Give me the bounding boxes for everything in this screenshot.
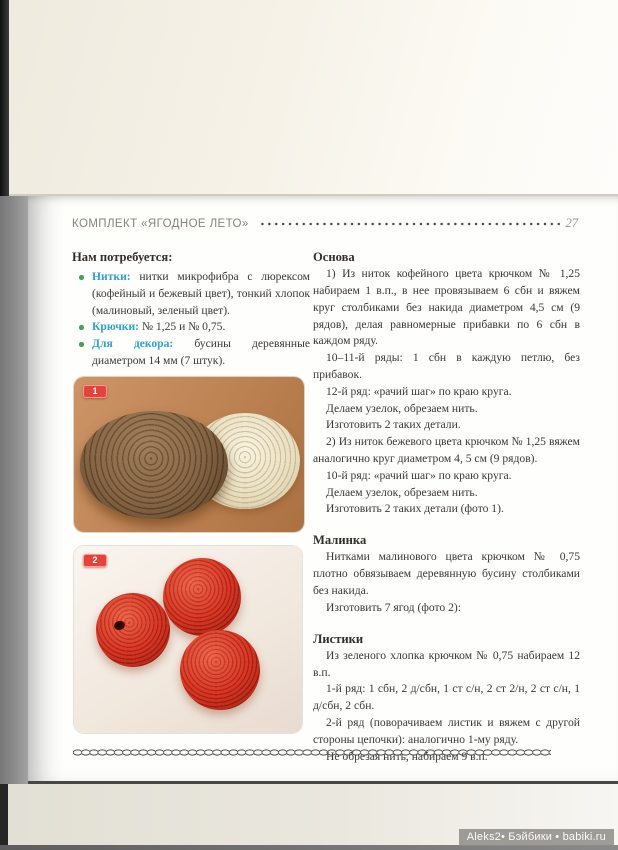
- instruction-paragraph: 1-й ряд: 1 сбн, 2 д/сбн, 1 ст с/н, 2 ст 2/н, 2 ст с/н, 1 д/сбн, 2 сбн.: [313, 682, 580, 713]
- material-item-decor: [72, 336, 310, 370]
- photo-2-crochet-berries: [74, 546, 302, 733]
- section-heading: Малинка: [313, 533, 367, 548]
- instruction-paragraph: Делаем узелок, обрезаем нить.: [326, 401, 478, 415]
- instruction-paragraph: 2-й ряд (поворачиваем листик и вяжем с другой стороны цепочки): аналогично 1-му ряду.: [313, 716, 580, 746]
- material-item-threads: [72, 269, 310, 319]
- bullet-icon: [79, 325, 84, 330]
- section-heading: Листики: [313, 631, 364, 646]
- instruction-paragraph: Нитками малинового цвета крючком № 0,75 плотно обвязываем деревянную бусину столбиками без накида.: [313, 550, 580, 598]
- section-listiki: [313, 630, 580, 766]
- material-text: нитки микрофибра с люрексом (кофейный и бежевый цвет), тонкий хлопок (малиновый, зеленый цвет).: [92, 270, 310, 317]
- instruction-paragraph: Из зеленого хлопка крючком № 0,75 набираем 12 в.п.: [313, 648, 580, 679]
- instruction-paragraph: 2) Из ниток бежевого цвета крючком № 1,25 вяжем аналогично круг диаметром 4, 5 см (9 рядов).: [313, 435, 580, 466]
- materials-heading: Нам потребуется:: [72, 250, 173, 264]
- material-text: бусины деревянные диаметром 14 мм (7 штук).: [92, 337, 310, 367]
- material-label: Крючки:: [92, 320, 140, 334]
- materials-column: [72, 250, 310, 370]
- photo-1-crochet-discs: [74, 377, 304, 532]
- section-osnova: [313, 248, 580, 518]
- dotted-leader: [259, 218, 560, 230]
- instruction-paragraph: 1) Из ниток кофейного цвета крючком № 1,25 набираем 1 в.п., в нее провязываем 6 сбн и вяжем круг столбиками без накида диаметром 4,5 см (9 рядов), делая равномерные прибавки по 6 сбн в каждом ряду.: [313, 267, 580, 348]
- bullet-icon: [79, 275, 84, 280]
- section-malinka: [313, 531, 580, 616]
- berry-image: [180, 630, 260, 710]
- berry-image: [96, 593, 170, 667]
- book-spine-shadow-top: [0, 0, 9, 196]
- berry-image: [163, 558, 241, 636]
- instruction-paragraph: Изготовить 2 таких детали (фото 1).: [326, 502, 504, 516]
- chapter-title: КОМПЛЕКТ «ЯГОДНОЕ ЛЕТО»: [72, 217, 249, 230]
- material-label: Для декора:: [92, 337, 174, 351]
- instruction-paragraph: 10-й ряд: «рачий шаг» по краю круга.: [326, 468, 512, 482]
- book-page: [28, 196, 618, 784]
- instruction-paragraph: Изготовить 7 ягод (фото 2):: [326, 600, 461, 614]
- photo-2-label: 2: [83, 554, 107, 567]
- material-item-hooks: [72, 319, 310, 336]
- previous-page-edge: [0, 0, 618, 196]
- instruction-paragraph: Делаем узелок, обрезаем нить.: [326, 485, 478, 499]
- watermark: Aleks2• Бэйбики • babiki.ru: [459, 829, 614, 846]
- instruction-paragraph: 10–11-й ряды: 1 сбн в каждую петлю, без прибавок.: [313, 351, 580, 382]
- page-header: [72, 216, 578, 231]
- materials-list: [72, 269, 310, 370]
- section-heading: Основа: [313, 250, 355, 264]
- book-spine-shadow-bottom: [0, 784, 8, 850]
- material-label: Нитки:: [92, 270, 131, 283]
- instruction-paragraph: 12-й ряд: «рачий шаг» по краю круга.: [326, 384, 512, 398]
- material-text: № 1,25 и № 0,75.: [141, 320, 226, 334]
- bead-hole: [113, 620, 126, 632]
- page-number: 27: [565, 216, 578, 230]
- instruction-paragraph: Изготовить 2 таких детали.: [326, 418, 461, 432]
- instructions-column: [313, 248, 580, 765]
- scanner-background-left: [0, 196, 28, 786]
- photo-1-label: 1: [83, 385, 107, 398]
- brown-disc-image: [80, 411, 228, 519]
- chain-divider-icon: [73, 748, 551, 757]
- bullet-icon: [79, 342, 84, 347]
